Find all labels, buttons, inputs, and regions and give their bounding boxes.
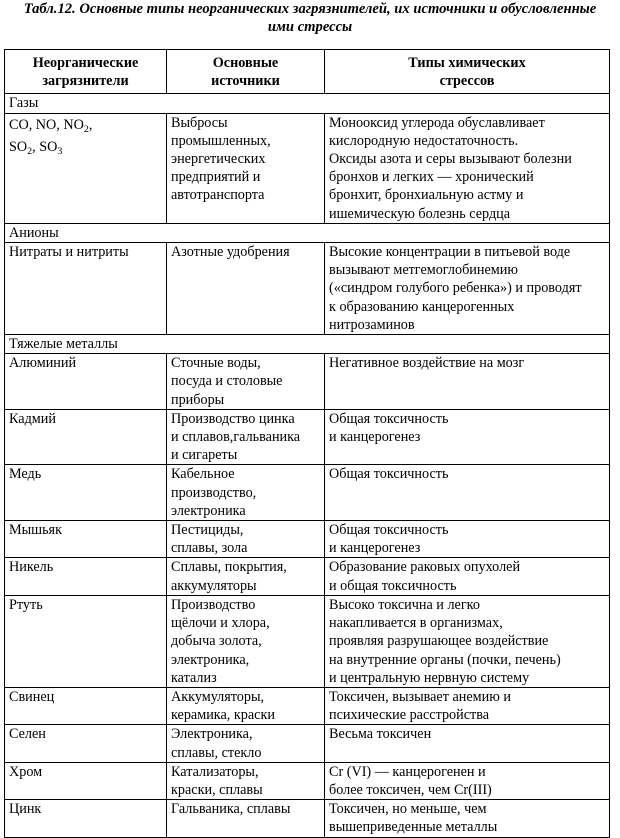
metal-stresses: Токсичен, вызывает анемию и психические расстройства [325,687,610,724]
section-gases: Газы [5,94,610,113]
gases-pollutant-cell [5,113,167,223]
table-row [5,465,610,521]
anions-pollutant: Нитраты и нитриты [5,243,167,335]
table-row [5,687,610,724]
gases-formula-part: , [88,116,93,133]
metal-sources: Электроника, сплавы, стекло [167,725,325,762]
metal-stresses: Общая токсичность и канцерогенез [325,521,610,558]
metal-sources: Сплавы, покрытия, аккумуляторы [167,558,325,595]
header-pollutants: Неорганические загрязнители [5,50,167,94]
gases-formula-sub: 3 [57,145,63,157]
table-row [5,558,610,595]
table-row [5,243,610,335]
gases-stresses: Монооксид углерода обуславливает кислородную недостаточность. Оксиды азота и серы вызывают болезни бронхов и легких — хронический бронхит, бронхиальную астму и ишемическую болезнь сердца [325,113,610,223]
header-sources: Основные источники [167,50,325,94]
table-row [5,409,610,465]
table-row [5,725,610,762]
header-row [5,50,610,94]
header-stresses: Типы химических стрессов [325,50,610,94]
section-row-metals [5,335,610,354]
metal-sources: Производство цинка и сплавов,гальваника и сигареты [167,409,325,465]
gases-sources: Выбросы промышленных, энергетических предприятий и автотранспорта [167,113,325,223]
gases-formula-sub: 2 [27,145,33,157]
anions-sources: Азотные удобрения [167,243,325,335]
metal-name: Никель [5,558,167,595]
metal-name: Мышьяк [5,521,167,558]
metal-name: Цинк [5,800,167,837]
caption-line-2: ими стрессы [267,19,353,35]
caption-line-1: Табл.12. Основные типы неорганических загрязнителей, их источники и обусловленные [23,1,597,17]
gases-formula-sub: 2 [83,123,89,135]
metal-sources: Катализаторы, краски, сплавы [167,762,325,799]
table-row [5,800,610,837]
section-anions: Анионы [5,223,610,242]
metal-sources: Производство щёлочи и хлора, добыча золота, электроника, катализ [167,595,325,687]
metal-name: Ртуть [5,595,167,687]
metal-stresses: Cr (VI) — канцерогенен и более токсичен, чем Cr(III) [325,762,610,799]
metal-stresses: Высоко токсична и легко накапливается в организмах, проявляя разрушающее воздействие на внутренние органы (почки, печень) и центральную нервную систему [325,595,610,687]
section-row-anions [5,223,610,242]
metal-stresses: Общая токсичность [325,465,610,521]
metal-name: Хром [5,762,167,799]
metal-sources: Сточные воды, посуда и столовые приборы [167,354,325,410]
metal-name: Селен [5,725,167,762]
metal-name: Медь [5,465,167,521]
metal-stresses: Негативное воздействие на мозг [325,354,610,410]
metal-sources: Гальваника, сплавы [167,800,325,837]
gases-formula-part: , SO [32,138,58,155]
metal-name: Кадмий [5,409,167,465]
gases-formula-part: SO [9,138,28,155]
anions-stresses: Высокие концентрации в питьевой воде вызывают метгемоглобинемию («синдром голубого ребенка») и проводят к образованию канцерогенных нитрозаминов [325,243,610,335]
table-row [5,521,610,558]
table-row [5,595,610,687]
table-row [5,113,610,223]
metal-name: Алюминий [5,354,167,410]
table-row [5,354,610,410]
section-row-gases [5,94,610,113]
metal-stresses: Общая токсичность и канцерогенез [325,409,610,465]
metal-sources: Кабельное производство, электроника [167,465,325,521]
table-row [5,762,610,799]
metal-name: Свинец [5,687,167,724]
table-caption [0,0,620,36]
metal-sources: Аккумуляторы, керамика, краски [167,687,325,724]
gases-formula-part: CO, NO, NO [9,116,84,133]
metal-stresses: Токсичен, но меньше, чем вышеприведенные металлы [325,800,610,837]
metal-stresses: Весьма токсичен [325,725,610,762]
section-metals: Тяжелые металлы [5,335,610,354]
metal-stresses: Образование раковых опухолей и общая токсичность [325,558,610,595]
metal-sources: Пестициды, сплавы, зола [167,521,325,558]
pollutants-table [4,49,610,838]
